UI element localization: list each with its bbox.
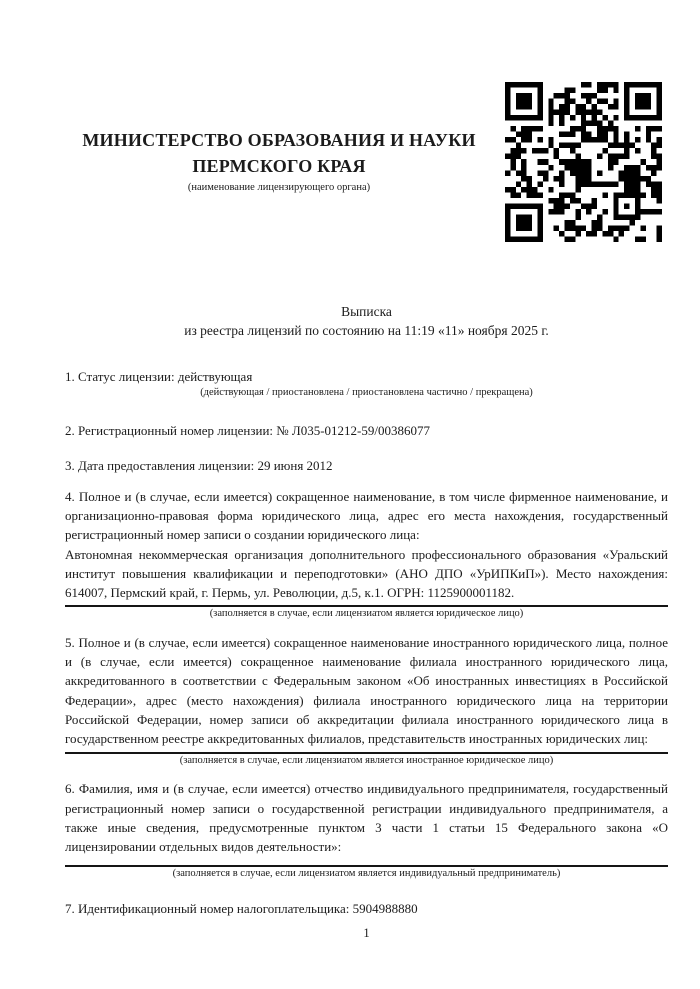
- ministry-name-line1: МИНИСТЕРСТВО ОБРАЗОВАНИЯ И НАУКИ: [82, 130, 476, 150]
- document-content: [65, 0, 668, 918]
- legal-entity-value: Автономная некоммерческая организация дополнительного профессионального образования «Уральский институт повышения квалификации и переподготовки» (АНО ДПО «УрИПКиП»). Место нахождения: 614007, Пермский край, г. Пермь, ул. Революции, д.5, к.1. ОГРН: 1125900001182.: [65, 546, 668, 601]
- legal-entity-label: 4. Полное и (в случае, если имеется) сокращенное наименование, в том числе фирменное наименование, и организационно-правовая форма юридического лица, адрес его места нахождения, государственный регистрационный номер записи о создании юридического лица:: [65, 488, 668, 543]
- individual-entrepreneur-label: 6. Фамилия, имя и (в случае, если имеется) отчество индивидуального предпринимателя, государственный регистрационный номер записи о государственной регистрации индивидуального предпринимателя, а также иные сведения, предусмотренные пунктом 3 части 1 статьи 15 Федерального закона «О лицензировании отдельных видов деятельности»:: [65, 781, 668, 855]
- item-2-registration-number: [65, 421, 668, 440]
- item-6-individual-entrepreneur: [65, 779, 668, 856]
- item-1-license-status: [65, 367, 668, 386]
- foreign-entity-fill-note: (заполняется в случае, если лицензиатом является иностранное юридическое лицо): [179, 755, 554, 767]
- individual-entrepreneur-fill-note: (заполняется в случае, если лицензиатом является индивидуальный предприниматель): [172, 867, 561, 879]
- item-3-grant-date: [65, 456, 668, 475]
- extract-subtitle: из реестра лицензий по состоянию на 11:19 «11» ноября 2025 г.: [184, 323, 549, 338]
- taxpayer-number-text: 7. Идентификационный номер налогоплательщика: 5904988880: [65, 900, 418, 916]
- item-4-legal-entity: [65, 487, 668, 603]
- extract-title: Выписка: [341, 304, 392, 319]
- grant-date-text: 3. Дата предоставления лицензии: 29 июня 2012: [65, 457, 333, 473]
- item-7-taxpayer-number: [65, 899, 668, 918]
- legal-entity-fill-note: (заполняется в случае, если лицензиатом является юридическое лицо): [209, 607, 524, 619]
- item-5-foreign-entity: [65, 633, 668, 749]
- license-status-options-caption: (действующая / приостановлена / приостановлена частично / прекращена): [200, 387, 533, 399]
- licensing-authority-caption: (наименование лицензирующего органа): [187, 182, 371, 193]
- licensing-authority-header: [65, 0, 493, 194]
- license-status-text: 1. Статус лицензии: действующая: [65, 369, 253, 384]
- registration-number-text: 2. Регистрационный номер лицензии: № Л035-01212-59/00386077: [65, 423, 431, 439]
- ministry-name-line2: ПЕРМСКОГО КРАЯ: [192, 156, 366, 176]
- page-number: 1: [363, 926, 370, 940]
- foreign-entity-label: 5. Полное и (в случае, если имеется) сокращенное наименование иностранного юридического лица, полное и (в случае, если имеется) сокращенное наименование филиала иностранного юридического лица, аккредитованного в соответствии с Федеральным законом «Об иностранных инвестициях в Российской Федерации», адрес (место нахождения) филиала иностранного юридического лица на территории Российской Федерации, номер записи об аккредитации филиала иностранного юридического лица в государственном реестре аккредитованных филиалов, представительств иностранных юридических лиц:: [65, 634, 668, 747]
